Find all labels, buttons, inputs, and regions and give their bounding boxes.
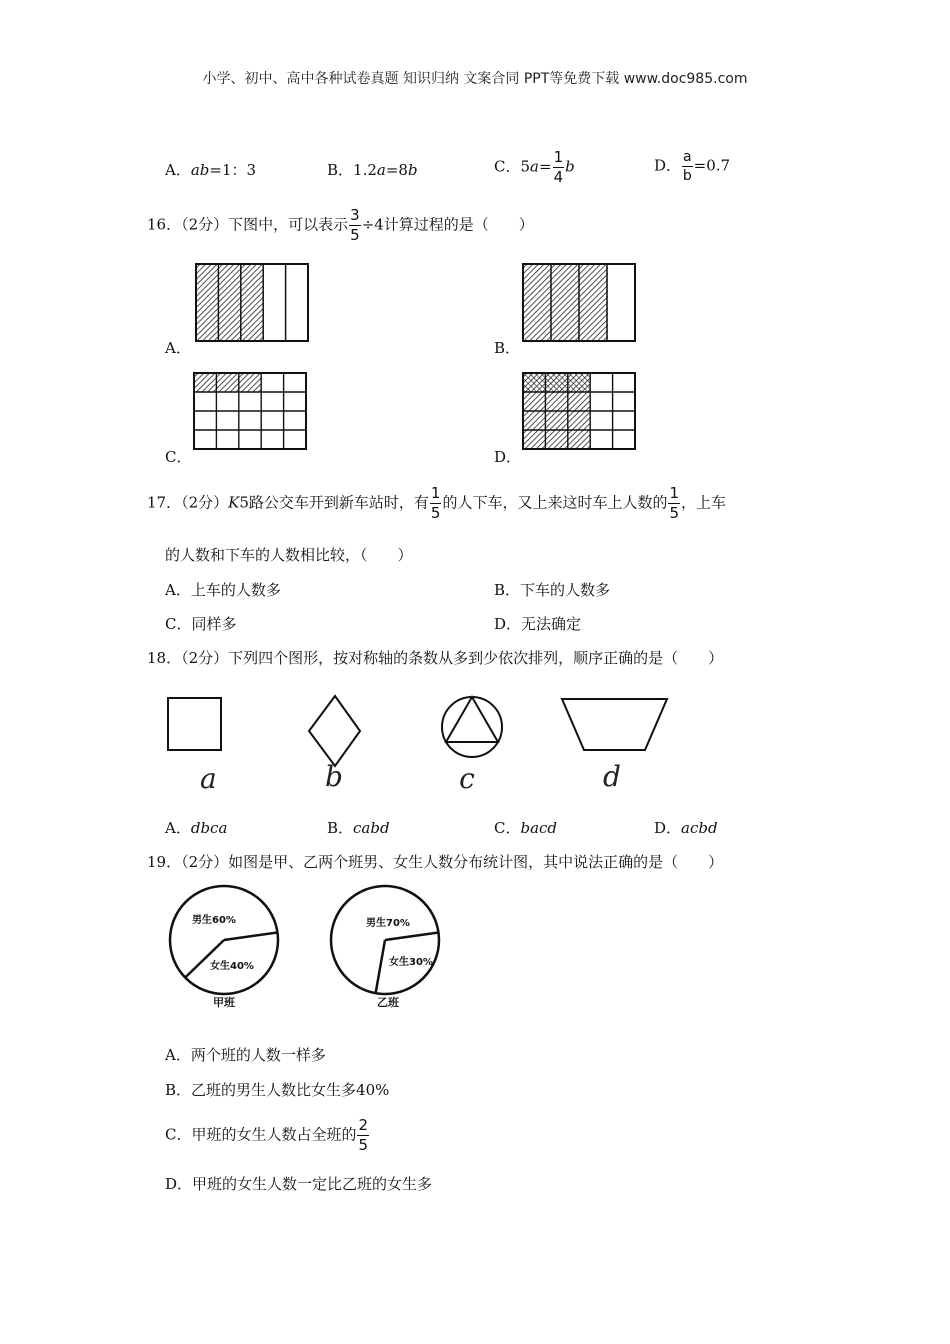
square-shape	[168, 698, 221, 750]
q15-d-fraction: $\frac{a}{b}$	[682, 149, 692, 184]
q16-figure-a[interactable]	[195, 263, 310, 343]
q17-option-a[interactable]: A．上车的人数多	[165, 581, 281, 599]
q19-option-d[interactable]: D．甲班的女生人数一定比乙班的女生多	[165, 1175, 433, 1193]
q16-figures	[0, 0, 950, 260]
q17-option-c[interactable]: C．同样多	[165, 615, 237, 633]
hatched-region	[194, 373, 261, 392]
q15-option-c[interactable]: C．5a= $\frac{1}{4}$ b	[494, 148, 575, 186]
q17-fraction-1: $\frac{1}{5}$	[430, 484, 441, 522]
shape-label-d: d	[603, 760, 621, 793]
q18-option-a[interactable]: A．dbca	[165, 819, 228, 837]
q16-option-d[interactable]: D．	[494, 448, 522, 466]
rhombus-shape	[309, 696, 360, 766]
q16-option-a[interactable]: A．	[165, 339, 191, 357]
shape-label-b: b	[325, 760, 343, 793]
pie-yi-divider-1	[385, 933, 439, 941]
pie-jia-divider-1	[224, 933, 278, 941]
pie-yi-title: 乙班	[377, 996, 399, 1009]
q18-option-d[interactable]: D．acbd	[654, 819, 718, 837]
q17-fraction-2: $\frac{1}{5}$	[669, 484, 680, 522]
pie-chart-yi	[331, 886, 439, 1009]
q16-figure-c[interactable]	[193, 372, 308, 452]
q18-stem: 18．（2分）下列四个图形，按对称轴的条数从多到少依次排列，顺序正确的是（ ）	[147, 649, 724, 667]
pie-jia-male-label: 男生60%	[192, 915, 236, 926]
q15-option-d[interactable]: D． $\frac{a}{b}$ =0.7	[654, 149, 731, 184]
trapezoid-shape	[562, 699, 667, 750]
q16-option-b[interactable]: B．	[494, 339, 521, 357]
q17-stem-line2: 的人数和下车的人数相比较，（ ）	[165, 546, 413, 564]
pie-yi-male-label: 男生70%	[366, 918, 410, 929]
pie-yi-female-label: 女生30%	[389, 957, 433, 968]
q18-figures	[150, 688, 750, 798]
q19-stem: 19．（2分）如图是甲、乙两个班男、女生人数分布统计图，其中说法正确的是（ ）	[147, 853, 724, 871]
q15-option-b[interactable]: B．1.2a=8b	[327, 161, 418, 179]
q18-option-c[interactable]: C．bacd	[494, 819, 558, 837]
pie-yi-divider-2	[376, 940, 385, 993]
q15-c-fraction: $\frac{1}{4}$	[553, 148, 564, 186]
q19-c-fraction: $\frac{2}{5}$	[358, 1116, 369, 1154]
q19-option-c[interactable]: C．甲班的女生人数占全班的 $\frac{2}{5}$	[165, 1116, 369, 1154]
q19-option-b[interactable]: B．乙班的男生人数比女生多40%	[165, 1081, 390, 1099]
q17-stem-line1: 17．（2分）K5路公交车开到新车站时，有 $\frac{1}{5}$ 的人下车，又上来这时车上人数的 $\frac{1}{5}$ ，上车	[147, 484, 727, 522]
hatched-region	[523, 264, 608, 341]
q19-pie-charts	[160, 880, 480, 1010]
q17-option-d[interactable]: D．无法确定	[494, 615, 582, 633]
q17-option-b[interactable]: B．下车的人数多	[494, 581, 611, 599]
cross-hatched-region	[523, 373, 590, 392]
pie-jia-title: 甲班	[213, 996, 235, 1009]
q16-option-c[interactable]: C．	[165, 448, 192, 466]
shape-label-c: c	[459, 762, 475, 795]
shape-label-a: a	[200, 762, 217, 795]
pie-jia-female-label: 女生40%	[210, 961, 254, 972]
q16-figure-d[interactable]	[522, 372, 637, 452]
circle-shape	[442, 697, 502, 757]
q15-option-a[interactable]: A．ab=1：3	[165, 161, 257, 179]
pie-chart-jia	[170, 886, 278, 1009]
q16-stem: 16．（2分）下图中，可以表示 $\frac{3}{5}$ ÷4计算过程的是（ ）	[147, 206, 534, 244]
q16-fraction: $\frac{3}{5}$	[350, 206, 360, 244]
q19-option-a[interactable]: A．两个班的人数一样多	[165, 1046, 326, 1064]
hatched-region	[196, 264, 263, 341]
q18-option-b[interactable]: B．cabd	[327, 819, 390, 837]
page-header: 小学、初中、高中各种试卷真题 知识归纳 文案合同 PPT等免费下载 www.doc985.com	[202, 71, 748, 87]
q16-figure-b[interactable]	[522, 263, 637, 343]
